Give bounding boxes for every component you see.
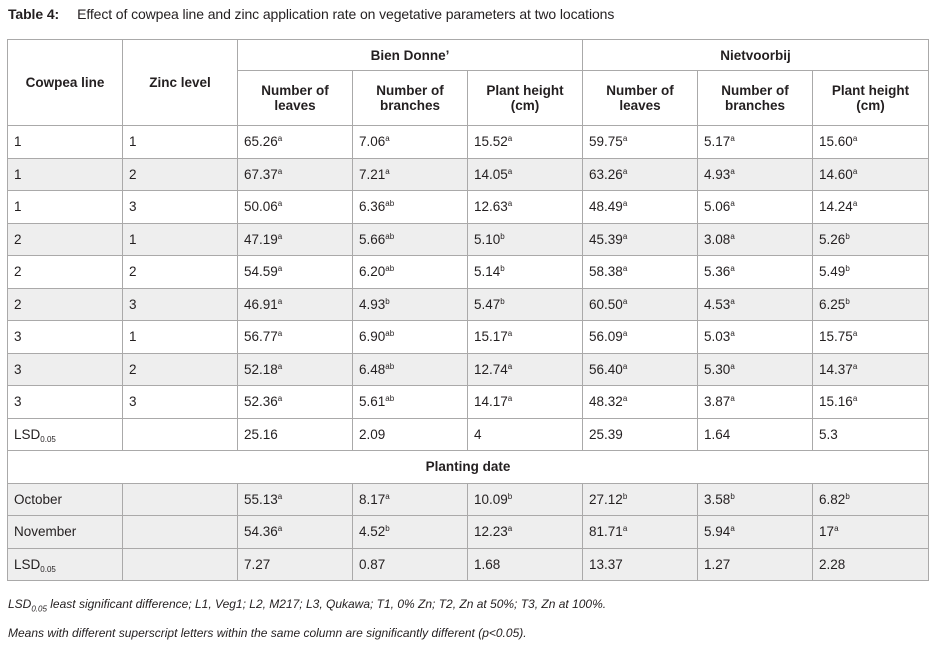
- value-cell: [698, 126, 813, 159]
- cell-value: 5.17: [704, 134, 731, 150]
- value-cell: [238, 483, 353, 516]
- zinc-level-cell: 3: [123, 191, 238, 224]
- value-cell: [698, 516, 813, 549]
- results-table: [7, 39, 929, 581]
- cell-value: 14.60: [819, 166, 853, 182]
- value-cell: [238, 288, 353, 321]
- value-cell: [583, 483, 698, 516]
- significance-letter: b: [385, 524, 390, 534]
- header-branches: Number of branches: [698, 71, 813, 126]
- header-height: Plant height (cm): [468, 71, 583, 126]
- value-cell: [238, 353, 353, 386]
- table-row: [8, 483, 929, 516]
- value-cell: [583, 191, 698, 224]
- significance-letter: a: [730, 134, 735, 144]
- significance-letter: ab: [385, 231, 395, 241]
- section-block: [8, 451, 929, 484]
- value-cell: [583, 353, 698, 386]
- significance-letter: a: [507, 199, 513, 209]
- cell-value: 6.25: [819, 296, 846, 312]
- cell-value: 12.63: [474, 199, 508, 215]
- value-cell: [583, 256, 698, 289]
- zinc-level-cell: 2: [123, 158, 238, 191]
- value-cell: [468, 191, 583, 224]
- cell-value: 52.36: [244, 394, 278, 410]
- zinc-level-cell: 1: [123, 321, 238, 354]
- cowpea-line-cell: 1: [8, 191, 123, 224]
- value-cell: [468, 386, 583, 419]
- value-cell: [813, 256, 929, 289]
- significance-letter: a: [852, 329, 858, 339]
- lsd-value: 2.28: [813, 548, 929, 581]
- cell-value: 14.05: [474, 166, 508, 182]
- significance-letter: a: [277, 491, 283, 501]
- value-cell: [353, 483, 468, 516]
- cell-value: 3.87: [704, 394, 731, 410]
- value-cell: [353, 288, 468, 321]
- lsd-subscript: 0.05: [40, 434, 56, 444]
- value-cell: [583, 223, 698, 256]
- significance-letter: a: [730, 361, 735, 371]
- significance-letter: a: [385, 491, 390, 501]
- value-cell: [813, 516, 929, 549]
- footnote-lsd-text: least significant difference; L1, Veg1; L2, M217; L3, Qukawa; T1, 0% Zn; T2, Zn at 50%; T3, Zn at 100%.: [46, 597, 607, 611]
- value-cell: [353, 191, 468, 224]
- cell-value: 3.08: [704, 231, 731, 247]
- significance-letter: ab: [385, 264, 395, 274]
- header-location-nietvoorbij: Nietvoorbij: [583, 40, 929, 71]
- cell-value: 6.48: [359, 361, 386, 377]
- cell-value: 58.38: [589, 264, 623, 280]
- value-cell: [468, 126, 583, 159]
- lsd-value: 13.37: [583, 548, 698, 581]
- cell-value: 5.61: [359, 394, 386, 410]
- table-row: [8, 126, 929, 159]
- value-cell: [468, 516, 583, 549]
- significance-letter: a: [730, 264, 735, 274]
- lsd-subscript: 0.05: [40, 564, 56, 574]
- cell-value: 3.58: [704, 491, 731, 507]
- cell-value: 15.75: [819, 329, 853, 345]
- lsd-value: 0.87: [353, 548, 468, 581]
- cell-value: 54.59: [244, 264, 278, 280]
- value-cell: [353, 158, 468, 191]
- significance-letter: a: [277, 361, 283, 371]
- significance-letter: b: [507, 491, 513, 501]
- value-cell: [238, 223, 353, 256]
- table-row: [8, 516, 929, 549]
- value-cell: [468, 288, 583, 321]
- lsd-value: 1.27: [698, 548, 813, 581]
- significance-letter: b: [385, 296, 390, 306]
- cell-value: 8.17: [359, 491, 386, 507]
- value-cell: [698, 223, 813, 256]
- significance-letter: a: [834, 524, 839, 534]
- significance-letter: a: [622, 166, 628, 176]
- cell-value: 6.82: [819, 491, 846, 507]
- significance-letter: ab: [385, 329, 395, 339]
- significance-letter: b: [500, 296, 505, 306]
- lsd-value: 1.64: [698, 418, 813, 451]
- significance-letter: a: [730, 231, 735, 241]
- header-leaves: Number of leaves: [238, 71, 353, 126]
- significance-letter: b: [845, 264, 850, 274]
- significance-letter: a: [852, 361, 858, 371]
- cell-value: 54.36: [244, 524, 278, 540]
- significance-letter: a: [730, 329, 735, 339]
- value-cell: [353, 386, 468, 419]
- cell-value: 67.37: [244, 166, 278, 182]
- value-cell: [353, 353, 468, 386]
- significance-letter: a: [385, 134, 390, 144]
- significance-letter: b: [845, 296, 850, 306]
- value-cell: [353, 256, 468, 289]
- table-caption: [8, 6, 614, 22]
- cell-value: 5.66: [359, 231, 386, 247]
- cell-value: 6.20: [359, 264, 386, 280]
- value-cell: [238, 256, 353, 289]
- cowpea-line-cell: 1: [8, 158, 123, 191]
- value-cell: [813, 483, 929, 516]
- significance-letter: a: [507, 394, 513, 404]
- value-cell: [468, 321, 583, 354]
- cell-value: 56.09: [589, 329, 623, 345]
- empty-cell: [123, 483, 238, 516]
- zinc-level-cell: 1: [123, 126, 238, 159]
- significance-letter: a: [622, 296, 628, 306]
- value-cell: [238, 191, 353, 224]
- significance-letter: a: [507, 166, 513, 176]
- cell-value: 4.93: [359, 296, 386, 312]
- significance-letter: a: [622, 329, 628, 339]
- cell-value: 5.10: [474, 231, 501, 247]
- value-cell: [468, 158, 583, 191]
- significance-letter: b: [845, 231, 850, 241]
- footnote-lsd-sub: 0.05: [31, 604, 47, 614]
- lsd-term: LSD: [14, 556, 41, 572]
- empty-cell: [123, 418, 238, 451]
- lsd-value: 25.39: [583, 418, 698, 451]
- significance-letter: a: [730, 166, 735, 176]
- cowpea-line-cell: 3: [8, 321, 123, 354]
- cell-value: 17: [819, 524, 835, 540]
- cell-value: 4.52: [359, 524, 386, 540]
- cell-value: 12.74: [474, 361, 508, 377]
- value-cell: [468, 223, 583, 256]
- lsd-value: 4: [468, 418, 583, 451]
- cell-value: 5.94: [704, 524, 731, 540]
- significance-letter: a: [277, 524, 283, 534]
- value-cell: [583, 516, 698, 549]
- significance-letter: a: [277, 296, 283, 306]
- value-cell: [583, 386, 698, 419]
- footnote-lsd: [8, 597, 607, 614]
- table-row: [8, 256, 929, 289]
- cell-value: 5.06: [704, 199, 731, 215]
- value-cell: [813, 223, 929, 256]
- empty-cell: [123, 516, 238, 549]
- cell-value: 6.90: [359, 329, 386, 345]
- value-cell: [813, 191, 929, 224]
- table-row: [8, 158, 929, 191]
- value-cell: [813, 386, 929, 419]
- zinc-level-cell: 2: [123, 256, 238, 289]
- table-row: [8, 353, 929, 386]
- cell-value: 5.14: [474, 264, 501, 280]
- significance-letter: a: [277, 394, 283, 404]
- value-cell: [698, 353, 813, 386]
- significance-letter: a: [730, 394, 735, 404]
- significance-letter: ab: [385, 394, 395, 404]
- header-leaves: Number of leaves: [583, 71, 698, 126]
- significance-letter: a: [622, 524, 628, 534]
- value-cell: [583, 126, 698, 159]
- significance-letter: a: [507, 134, 513, 144]
- significance-letter: a: [277, 264, 283, 274]
- zinc-level-cell: 1: [123, 223, 238, 256]
- value-cell: [813, 353, 929, 386]
- zinc-level-cell: 2: [123, 353, 238, 386]
- cell-value: 48.49: [589, 199, 623, 215]
- value-cell: [698, 483, 813, 516]
- cell-value: 14.24: [819, 199, 853, 215]
- zinc-rows: [8, 126, 929, 451]
- cell-value: 63.26: [589, 166, 623, 182]
- value-cell: [698, 191, 813, 224]
- value-cell: [353, 516, 468, 549]
- cell-value: 5.03: [704, 329, 731, 345]
- value-cell: [583, 288, 698, 321]
- cowpea-line-cell: 3: [8, 353, 123, 386]
- cell-value: 45.39: [589, 231, 623, 247]
- empty-cell: [123, 548, 238, 581]
- significance-letter: a: [277, 166, 283, 176]
- table-row: [8, 386, 929, 419]
- cell-value: 12.23: [474, 524, 508, 540]
- cell-value: 48.32: [589, 394, 623, 410]
- cell-value: 65.26: [244, 134, 278, 150]
- value-cell: [238, 321, 353, 354]
- lsd-row: [8, 548, 929, 581]
- significance-letter: a: [730, 199, 735, 209]
- significance-letter: a: [852, 394, 858, 404]
- header-zinc-level: Zinc level: [123, 40, 238, 126]
- cell-value: 5.36: [704, 264, 731, 280]
- header-height: Plant height (cm): [813, 71, 929, 126]
- footnote-significance: Means with different superscript letters within the same column are significantly different (p<0.05).: [8, 626, 527, 640]
- lsd-value: 25.16: [238, 418, 353, 451]
- significance-letter: a: [622, 231, 628, 241]
- significance-letter: a: [507, 524, 513, 534]
- significance-letter: b: [845, 491, 850, 501]
- lsd-term: LSD: [14, 426, 41, 442]
- value-cell: [353, 223, 468, 256]
- cowpea-line-cell: 2: [8, 223, 123, 256]
- cell-value: 6.36: [359, 199, 386, 215]
- section-heading: Planting date: [8, 451, 929, 484]
- value-cell: [698, 256, 813, 289]
- cell-value: 5.26: [819, 231, 846, 247]
- value-cell: [698, 288, 813, 321]
- table-row: [8, 191, 929, 224]
- significance-letter: a: [622, 134, 628, 144]
- lsd-value: 2.09: [353, 418, 468, 451]
- value-cell: [238, 158, 353, 191]
- value-cell: [353, 126, 468, 159]
- lsd-label: [8, 548, 123, 581]
- significance-letter: a: [507, 361, 513, 371]
- cell-value: 14.17: [474, 394, 508, 410]
- cell-value: 10.09: [474, 491, 508, 507]
- cell-value: 15.60: [819, 134, 853, 150]
- significance-letter: a: [622, 264, 628, 274]
- cell-value: 56.40: [589, 361, 623, 377]
- header-location-bien-donne: Bien Donne’: [238, 40, 583, 71]
- cell-value: 4.53: [704, 296, 731, 312]
- cell-value: 60.50: [589, 296, 623, 312]
- cowpea-line-cell: 2: [8, 288, 123, 321]
- value-cell: [238, 126, 353, 159]
- cowpea-line-cell: 1: [8, 126, 123, 159]
- table-label: Table 4:: [8, 6, 60, 22]
- significance-letter: ab: [385, 361, 395, 371]
- significance-letter: a: [277, 329, 283, 339]
- lsd-value: 7.27: [238, 548, 353, 581]
- significance-letter: b: [730, 491, 735, 501]
- value-cell: [468, 483, 583, 516]
- cell-value: 46.91: [244, 296, 278, 312]
- table-title: Effect of cowpea line and zinc application rate on vegetative parameters at two locations: [77, 6, 615, 22]
- zinc-level-cell: 3: [123, 288, 238, 321]
- significance-letter: a: [622, 361, 628, 371]
- planting-date-cell: October: [8, 483, 123, 516]
- significance-letter: a: [622, 394, 628, 404]
- significance-letter: a: [385, 166, 390, 176]
- cell-value: 15.52: [474, 134, 508, 150]
- cell-value: 15.16: [819, 394, 853, 410]
- footnote-lsd-term: LSD: [8, 597, 32, 611]
- value-cell: [468, 256, 583, 289]
- lsd-value: 1.68: [468, 548, 583, 581]
- significance-letter: b: [500, 231, 505, 241]
- significance-letter: a: [730, 524, 735, 534]
- lsd-label: [8, 418, 123, 451]
- cell-value: 56.77: [244, 329, 278, 345]
- cell-value: 7.21: [359, 166, 386, 182]
- table-row: [8, 223, 929, 256]
- value-cell: [813, 158, 929, 191]
- value-cell: [813, 288, 929, 321]
- cell-value: 14.37: [819, 361, 853, 377]
- cell-value: 47.19: [244, 231, 278, 247]
- cell-value: 5.49: [819, 264, 846, 280]
- zinc-level-cell: 3: [123, 386, 238, 419]
- significance-letter: a: [507, 329, 513, 339]
- header-cowpea-line: Cowpea line: [8, 40, 123, 126]
- significance-letter: a: [277, 231, 283, 241]
- value-cell: [468, 353, 583, 386]
- significance-letter: b: [622, 491, 628, 501]
- lsd-row: [8, 418, 929, 451]
- cell-value: 55.13: [244, 491, 278, 507]
- value-cell: [698, 386, 813, 419]
- significance-letter: a: [730, 296, 735, 306]
- planting-date-rows: [8, 483, 929, 581]
- cell-value: 81.71: [589, 524, 623, 540]
- value-cell: [238, 386, 353, 419]
- cell-value: 5.30: [704, 361, 731, 377]
- significance-letter: a: [277, 134, 283, 144]
- value-cell: [583, 321, 698, 354]
- significance-letter: a: [277, 199, 283, 209]
- cell-value: 4.93: [704, 166, 731, 182]
- cell-value: 50.06: [244, 199, 278, 215]
- cell-value: 52.18: [244, 361, 278, 377]
- cowpea-line-cell: 3: [8, 386, 123, 419]
- value-cell: [583, 158, 698, 191]
- table-row: [8, 288, 929, 321]
- value-cell: [353, 321, 468, 354]
- significance-letter: a: [852, 199, 858, 209]
- cowpea-line-cell: 2: [8, 256, 123, 289]
- significance-letter: ab: [385, 199, 395, 209]
- value-cell: [813, 126, 929, 159]
- value-cell: [238, 516, 353, 549]
- significance-letter: a: [852, 166, 858, 176]
- significance-letter: b: [500, 264, 505, 274]
- cell-value: 59.75: [589, 134, 623, 150]
- cell-value: 27.12: [589, 491, 623, 507]
- value-cell: [698, 158, 813, 191]
- cell-value: 5.47: [474, 296, 501, 312]
- table-row: [8, 321, 929, 354]
- significance-letter: a: [622, 199, 628, 209]
- lsd-value: 5.3: [813, 418, 929, 451]
- value-cell: [813, 321, 929, 354]
- planting-date-cell: November: [8, 516, 123, 549]
- header-branches: Number of branches: [353, 71, 468, 126]
- cell-value: 15.17: [474, 329, 508, 345]
- significance-letter: a: [852, 134, 858, 144]
- cell-value: 7.06: [359, 134, 386, 150]
- value-cell: [698, 321, 813, 354]
